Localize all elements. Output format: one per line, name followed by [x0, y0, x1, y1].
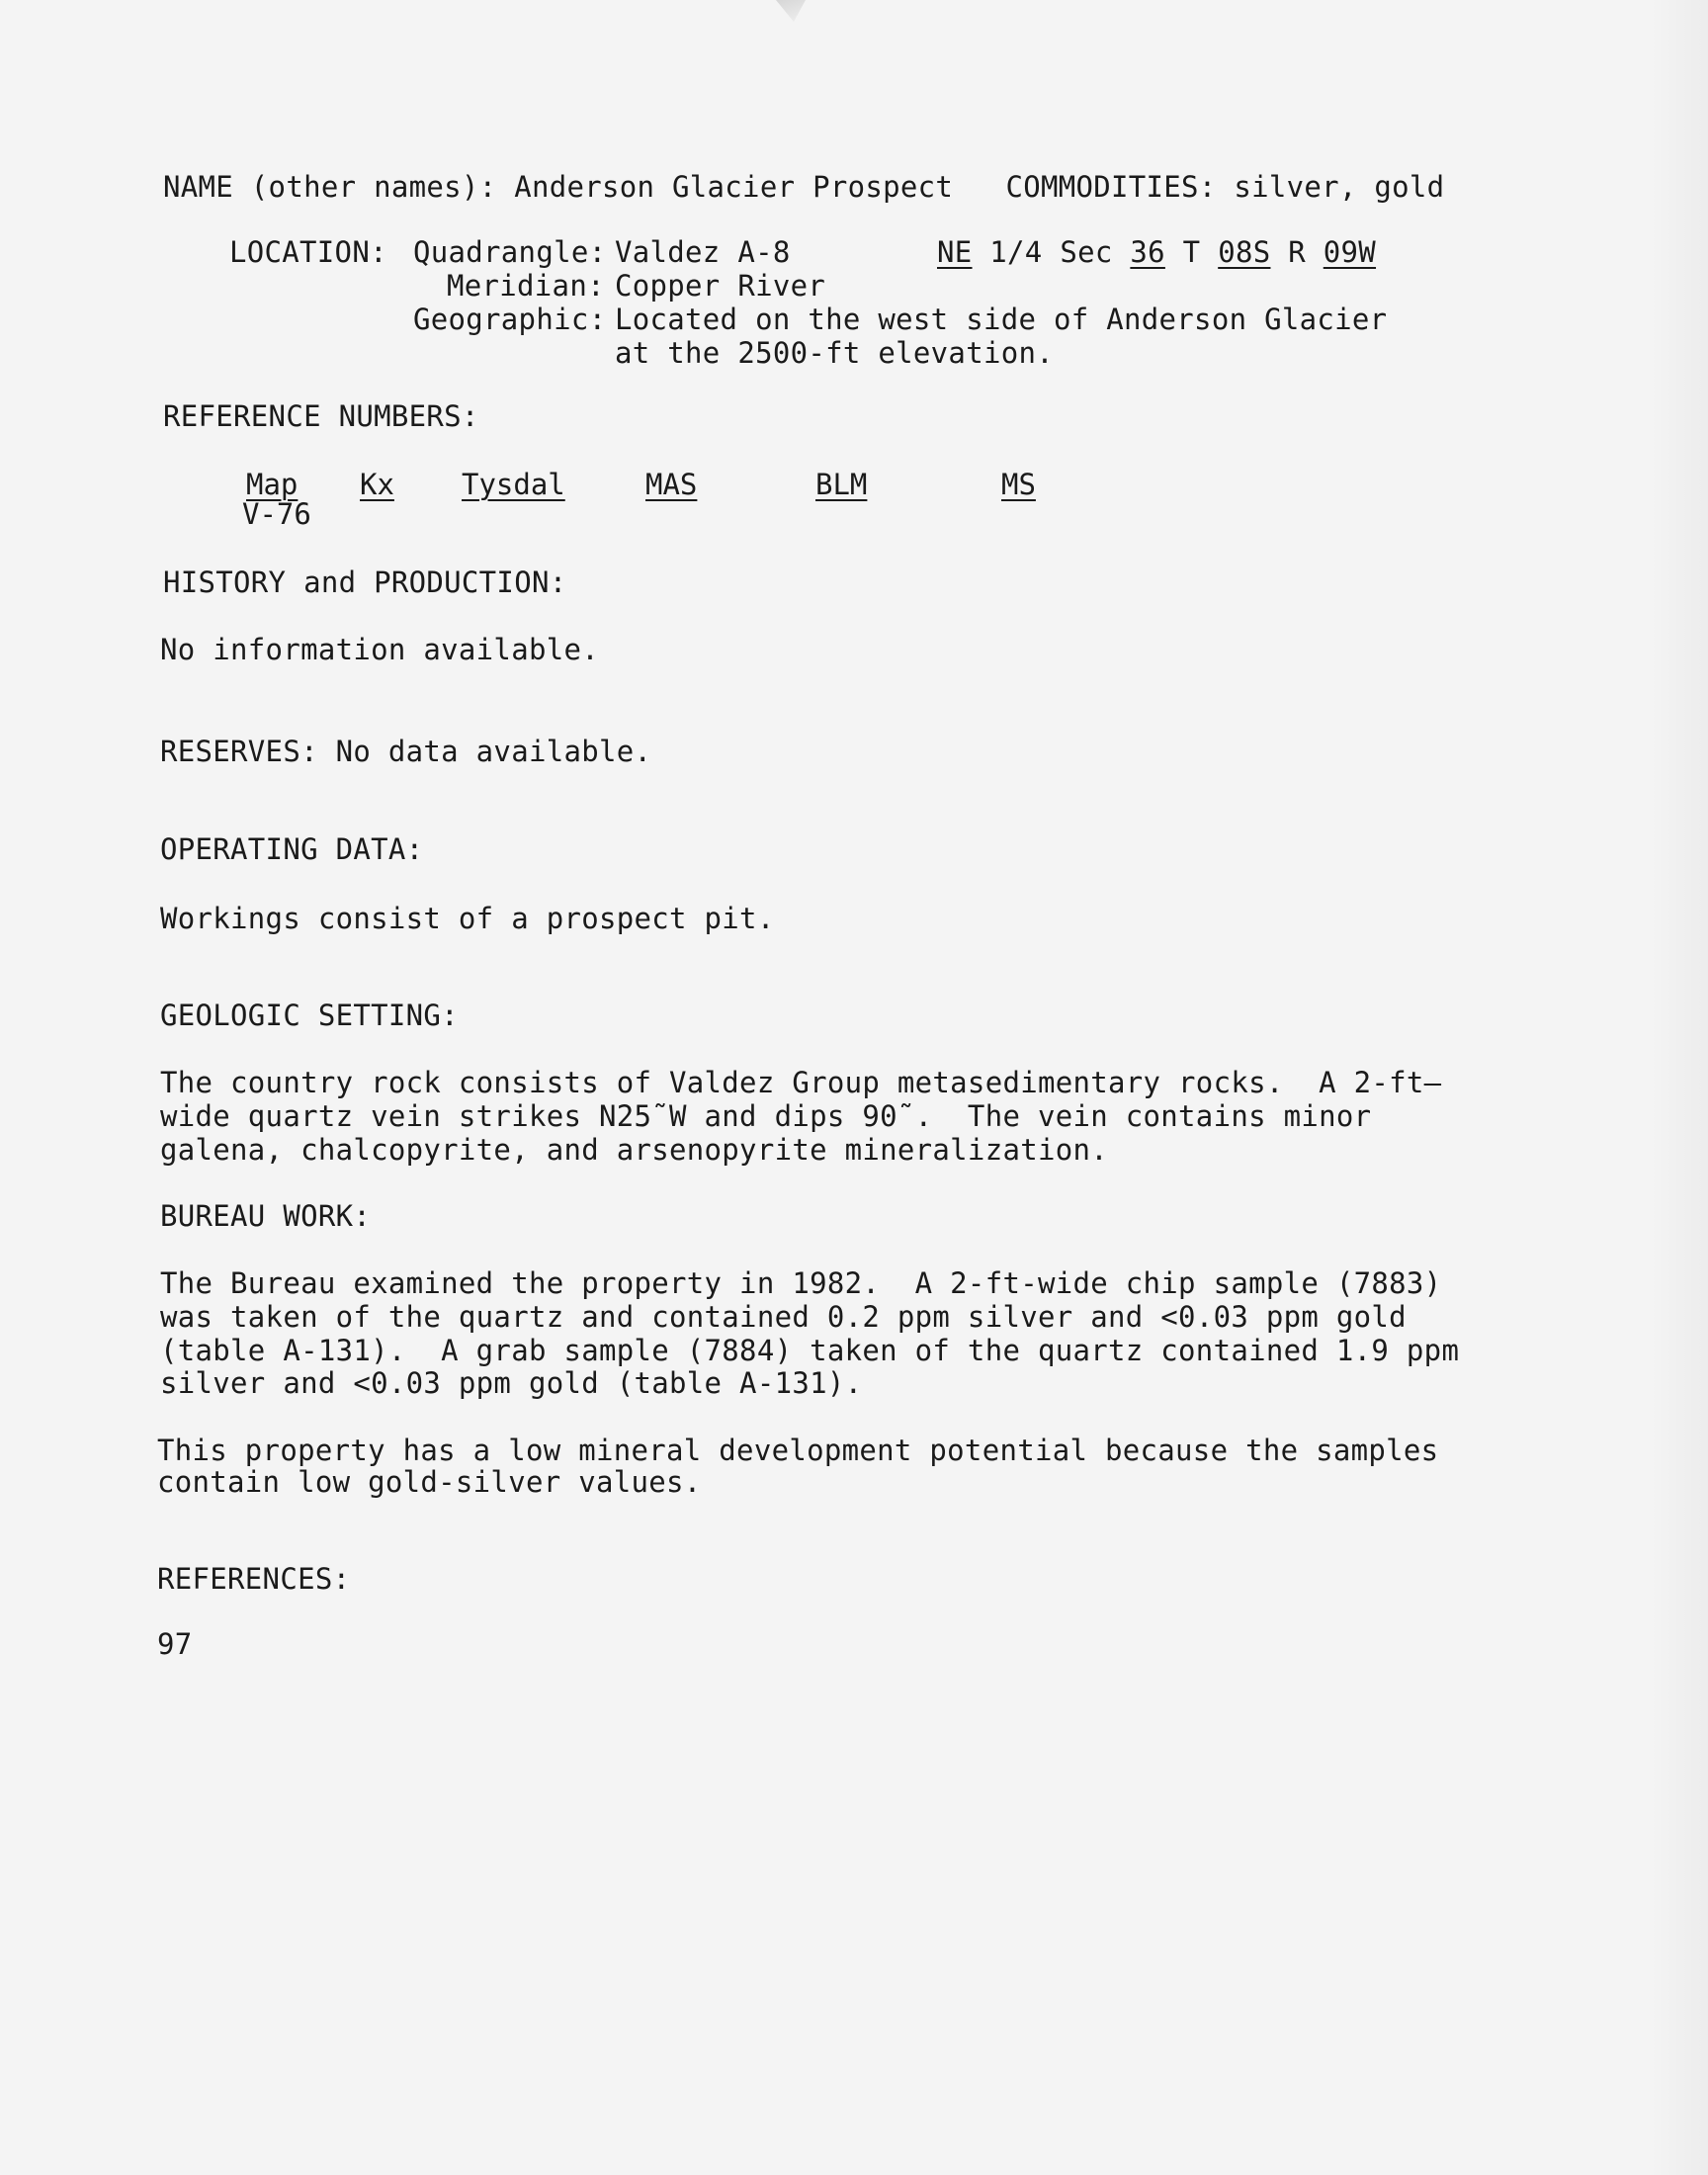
geologic-heading: GEOLOGIC SETTING:: [160, 999, 459, 1032]
range-value: 09W: [1323, 235, 1377, 269]
township-label: T: [1164, 235, 1219, 269]
history-heading: HISTORY and PRODUCTION:: [163, 566, 567, 599]
ref-map-label: Map: [246, 468, 299, 501]
reference-numbers-heading: REFERENCE NUMBERS:: [163, 399, 479, 433]
references-heading: REFERENCES:: [157, 1562, 351, 1596]
bureau-line5: This property has a low mineral development potential because the samples: [157, 1434, 1439, 1467]
bureau-heading: BUREAU WORK:: [160, 1199, 372, 1233]
section-value: 36: [1130, 235, 1165, 269]
geologic-line3: galena, chalcopyrite, and arsenopyrite mineralization.: [160, 1133, 1109, 1167]
meridian-label: Meridian:: [447, 269, 605, 303]
meridian-value: Copper River: [615, 269, 826, 303]
references-value: 97: [157, 1627, 193, 1661]
range-label: R: [1270, 235, 1324, 269]
bureau-line1: The Bureau examined the property in 1982. A 2-ft-wide chip sample (7883): [160, 1266, 1442, 1300]
bureau-line2: was taken of the quartz and contained 0.2 ppm silver and <0.03 ppm gold: [160, 1300, 1407, 1334]
bureau-line6: contain low gold-silver values.: [157, 1465, 702, 1499]
paper-tear: [776, 0, 806, 22]
ref-mas: MAS: [645, 468, 698, 501]
history-text: No information available.: [160, 633, 599, 666]
location-label: LOCATION:: [229, 235, 387, 269]
legal-description: [937, 235, 1376, 269]
ref-blm: BLM: [815, 468, 868, 501]
geographic-label: Geographic:: [413, 303, 607, 336]
ref-tysdal: Tysdal: [462, 468, 565, 501]
geologic-line2: wide quartz vein strikes N25˜W and dips 90˜. The vein contains minor: [160, 1099, 1372, 1133]
ref-kx: Kx: [360, 468, 394, 501]
ref-map-value: V-76: [242, 497, 311, 531]
township-value: 08S: [1218, 235, 1271, 269]
scan-shadow: [1649, 0, 1708, 2175]
geographic-value-line2: at the 2500-ft elevation.: [615, 336, 1054, 370]
operating-heading: OPERATING DATA:: [160, 832, 424, 866]
operating-text: Workings consist of a prospect pit.: [160, 902, 775, 935]
geographic-value-line1: Located on the west side of Anderson Glacier: [615, 303, 1388, 336]
quadrangle-value: Valdez A-8: [615, 235, 791, 269]
reserves-text: RESERVES: No data available.: [160, 735, 652, 768]
name-line: NAME (other names): Anderson Glacier Prospect COMMODITIES: silver, gold: [163, 170, 1445, 204]
quarter-value: NE: [937, 235, 973, 269]
geologic-line1: The country rock consists of Valdez Group metasedimentary rocks. A 2-ft—: [160, 1066, 1442, 1099]
bureau-line3: (table A-131). A grab sample (7884) taken of the quartz contained 1.9 ppm: [160, 1334, 1460, 1367]
quadrangle-label: Quadrangle:: [413, 235, 607, 269]
quarter-suffix: 1/4 Sec: [972, 235, 1131, 269]
ref-ms: MS: [1001, 468, 1036, 501]
bureau-line4: silver and <0.03 ppm gold (table A-131).: [160, 1366, 863, 1400]
